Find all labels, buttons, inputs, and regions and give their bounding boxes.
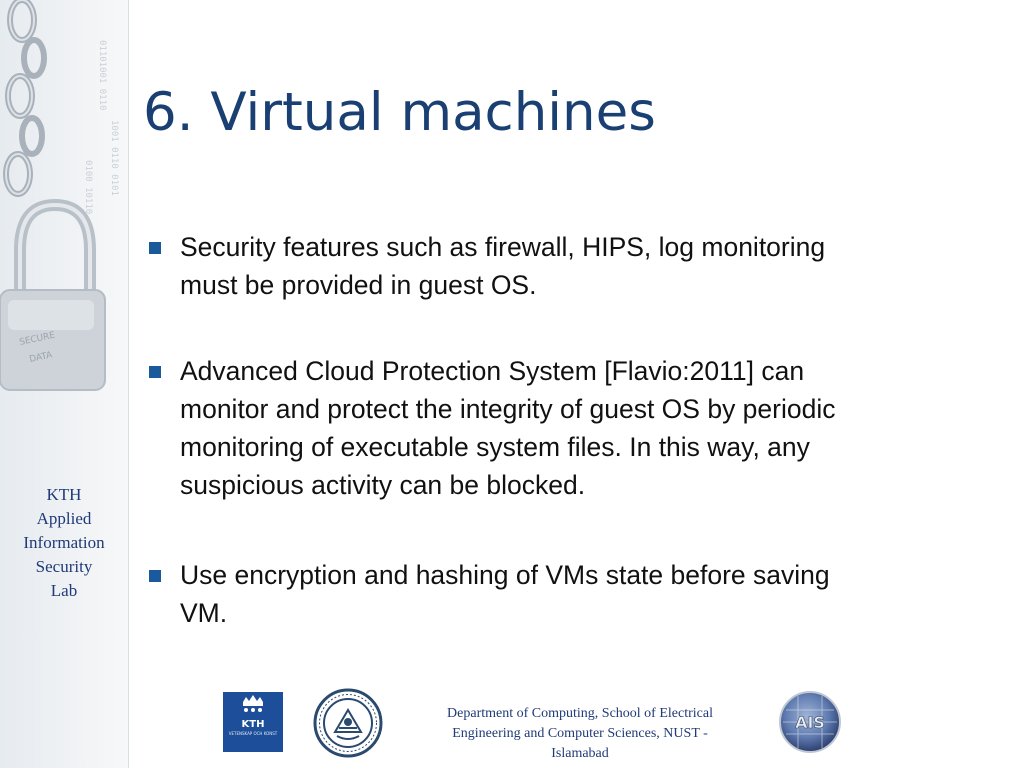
department-footer bbox=[405, 704, 755, 764]
department-line: Department of Computing, School of Electrical bbox=[447, 706, 713, 721]
department-line: Engineering and Computer Sciences, NUST - bbox=[452, 726, 708, 741]
svg-text:DATA: DATA bbox=[28, 350, 54, 365]
bullet-list bbox=[145, 228, 965, 632]
lab-name-line: Applied bbox=[36, 509, 92, 528]
lab-name-line: KTH bbox=[46, 485, 82, 504]
sidebar bbox=[0, 0, 129, 768]
lab-name-line: Lab bbox=[50, 581, 78, 600]
bullet-line: Use encryption and hashing of VMs state before saving bbox=[180, 560, 830, 590]
lab-name-line: Information bbox=[23, 533, 105, 552]
department-line: Islamabad bbox=[551, 746, 609, 761]
svg-text:1001 0110 0101: 1001 0110 0101 bbox=[109, 120, 119, 196]
lab-name-line: Security bbox=[35, 557, 93, 576]
bullet-item bbox=[145, 556, 965, 632]
bullet-line: Security features such as firewall, HIPS, log monitoring bbox=[180, 232, 826, 262]
bullet-line: Advanced Cloud Protection System [Flavio:2011] can bbox=[180, 356, 805, 386]
kth-logo-text: KTH bbox=[241, 719, 265, 730]
nust-seal-logo bbox=[313, 688, 383, 758]
lab-name bbox=[0, 483, 128, 603]
svg-text:0100 10110: 0100 10110 bbox=[83, 160, 93, 215]
slide-title: 6. Virtual machines bbox=[143, 82, 656, 143]
bullet-line: must be provided in guest OS. bbox=[180, 270, 537, 300]
bullet-line: monitoring of executable system files. In this way, any bbox=[180, 432, 810, 462]
bullet-square-icon bbox=[149, 570, 161, 582]
bullet-item bbox=[145, 352, 965, 504]
svg-text:01101001 0110: 01101001 0110 bbox=[97, 40, 107, 111]
svg-text:SECURE: SECURE bbox=[18, 330, 57, 348]
bullet-line: VM. bbox=[180, 598, 228, 628]
ais-logo bbox=[778, 690, 842, 754]
bullet-item bbox=[145, 228, 965, 304]
bullet-square-icon bbox=[149, 366, 161, 378]
bullet-line: monitor and protect the integrity of guest OS by periodic bbox=[180, 394, 836, 424]
kth-logo-subtext: VETENSKAP OCH KONST bbox=[228, 731, 278, 736]
bullet-line: suspicious activity can be blocked. bbox=[180, 470, 586, 500]
bullet-square-icon bbox=[149, 242, 161, 254]
padlock-chain-graphic bbox=[0, 0, 128, 480]
kth-logo bbox=[223, 692, 283, 752]
ais-logo-text: AIS bbox=[795, 713, 825, 732]
